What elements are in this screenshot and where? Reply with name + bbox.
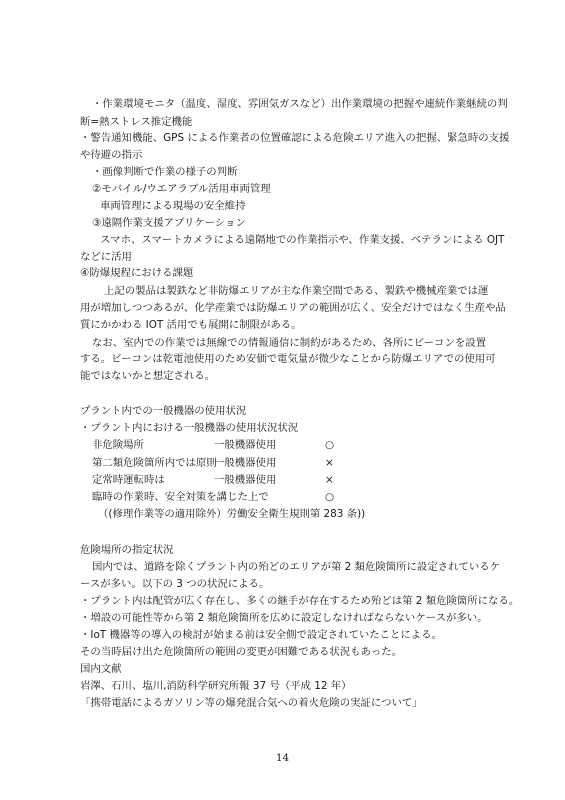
text-line: 質にかかわる IOT 活用でも展開に制限がある。 [80, 319, 302, 331]
situation-cell: 臨時の作業時、安全対策を講じた上で [92, 491, 269, 503]
text-line: などに活用 [80, 251, 132, 263]
usage-cell: 一般機器使用 [214, 457, 277, 469]
subheading-explosion-proof-issues: ④防爆規程における課題 [80, 267, 194, 279]
usage-cell: 一般機器使用 [214, 439, 277, 451]
mark-cell: ○ [325, 439, 335, 451]
text-line: 国内では、道路を除くプラント内の殆どのエリアが第 2 類危険箇所に設定されているケ [92, 561, 501, 573]
text-line: 用が増加しつつあるが、化学産業では防爆エリアの範囲が広く、安全だけではなく生産や品 [80, 302, 506, 314]
usage-cell: 一般機器使用 [214, 474, 277, 486]
bullet-iot: ・IoT 機器等の導入の検討が始まる前は安全側で設定されていたことによる。 [80, 629, 442, 641]
situation-cell: 第二類危険箇所内では原則 [92, 457, 217, 469]
table-row [0, 473, 565, 487]
table-row [0, 490, 565, 504]
text-line: なお、室内での作業では無線での情報通信に制約があるため、各所にビーコンを設置 [92, 337, 487, 349]
text-line: スマホ、スマートカメラによる遠隔地での作業指示や、作業支援、ベテランによる OJT [100, 234, 505, 246]
mark-cell: × [325, 474, 334, 486]
bullet-expansion: ・増設の可能性等から第 2 類危険箇所を広めに設定しなければならないケースが多い。 [80, 612, 488, 624]
text-line: 車両管理による現場の安全維持 [100, 200, 246, 212]
regulation-note: （(修理作業等の適用除外）労働安全衛生規則第 283 条)) [98, 508, 366, 520]
text-line: ースが多い。以下の 3 つの状況による。 [80, 578, 270, 590]
mark-cell: ○ [325, 491, 335, 503]
bullet-warning-gps: ・警告通知機能、GPS による作業者の位置確認による危険エリア進入の把握、緊急時の支援 [80, 132, 510, 144]
table-row [0, 438, 565, 452]
text-line: 能ではないかと想定される。 [80, 370, 216, 382]
bullet-equipment-status: ・プラント内における一般機器の使用状況状況 [80, 422, 299, 434]
text-line: その当時届け出た危険箇所の範囲の変更が困難である状況もあった。 [80, 646, 403, 658]
reference-title: 「携帯電話によるガソリン等の爆発混合気への着火危険の実証について」 [80, 697, 423, 709]
situation-cell: 定常時運転時は [92, 474, 165, 486]
section-heading-hazard-designation: 危険場所の指定状況 [80, 544, 174, 556]
situation-cell: 非危険場所 [92, 439, 144, 451]
references-heading: 国内文献 [80, 663, 122, 675]
subheading-vehicle-management: ②モバイル/ウエアラブル活用車両管理 [92, 183, 271, 195]
bullet-environment-monitor: ・作業環境モニタ（温度、湿度、雰囲気ガスなど）出作業環境の把握や連続作業継続の判 [92, 98, 508, 110]
text-line: や待避の指示 [80, 149, 143, 161]
reference-authors: 岩澤、石川、塩川,消防科学研究所報 37 号（平成 12 年） [80, 680, 352, 692]
table-row [0, 456, 565, 470]
bullet-image-judgement: ・画像判断で作業の様子の判断 [92, 166, 238, 178]
bullet-piping: ・プラント内は配管が広く存在し、多くの継手が存在するため殆どは第 2 類危険箇所になる。 [80, 595, 520, 607]
text-line: 断=熱ストレス推定機能 [80, 116, 193, 128]
subheading-remote-support: ③遠隔作業支援アプリケーション [92, 217, 246, 229]
text-line: する。ビーコンは乾電池使用のため安価で電気量が微少なことから防爆エリアでの使用可 [80, 353, 496, 365]
section-heading-general-equipment: プラント内での一般機器の使用状況 [80, 405, 247, 417]
mark-cell: × [325, 457, 334, 469]
page-number: 14 [275, 752, 290, 764]
text-line: 上記の製品は製鉄など非防爆エリアが主な作業空間である、製鉄や機械産業では運 [104, 285, 489, 297]
